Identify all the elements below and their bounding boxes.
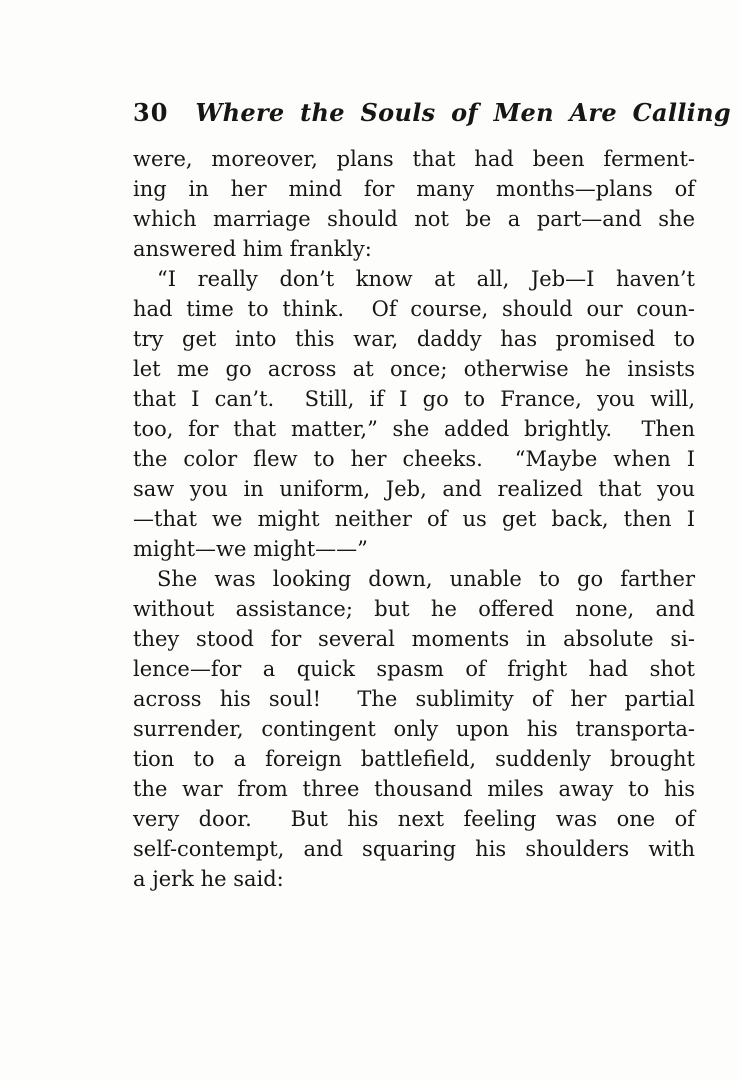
text-line: self-contempt, and squaring his shoulders with [133, 837, 695, 861]
text-line: “I really don’t know at all, Jeb—I haven’t [157, 267, 695, 291]
text-line: surrender, contingent only upon his transporta- [133, 717, 695, 741]
text-line: lence—for a quick spasm of fright had shot [133, 657, 695, 681]
text-line: try get into this war, daddy has promised to [133, 327, 695, 351]
text-line: without assistance; but he offered none, and [133, 597, 695, 621]
text-line: a jerk he said: [133, 867, 284, 891]
running-header [133, 98, 731, 127]
text-line: the color flew to her cheeks. “Maybe when I [133, 447, 695, 471]
text-line: the war from three thousand miles away to his [133, 777, 695, 801]
text-line: were, moreover, plans that had been ferment- [133, 147, 695, 171]
text-line: which marriage should not be a part—and she [133, 207, 695, 231]
text-line: answered him frankly: [133, 237, 372, 261]
text-line: let me go across at once; otherwise he insists [133, 357, 695, 381]
text-line: might—we might——” [133, 537, 368, 561]
page-content [133, 98, 731, 894]
text-line: ing in her mind for many months—plans of [133, 177, 695, 201]
text-line: very door. But his next feeling was one of [133, 807, 695, 831]
text-line: across his soul! The sublimity of her partial [133, 687, 695, 711]
page-number: 30 [133, 98, 169, 127]
text-line: too, for that matter,” she added brightly. Then [133, 417, 695, 441]
body-text [133, 144, 695, 894]
text-line: She was looking down, unable to go farther [157, 567, 695, 591]
text-line: that I can’t. Still, if I go to France, you will, [133, 387, 695, 411]
running-title: Where the Souls of Men Are Calling [195, 98, 731, 127]
text-line: tion to a foreign battlefield, suddenly brought [133, 747, 695, 771]
text-line: —that we might neither of us get back, then I [133, 507, 695, 531]
text-line: saw you in uniform, Jeb, and realized that you [133, 477, 695, 501]
text-line: they stood for several moments in absolute si- [133, 627, 695, 651]
text-line: had time to think. Of course, should our coun- [133, 297, 695, 321]
